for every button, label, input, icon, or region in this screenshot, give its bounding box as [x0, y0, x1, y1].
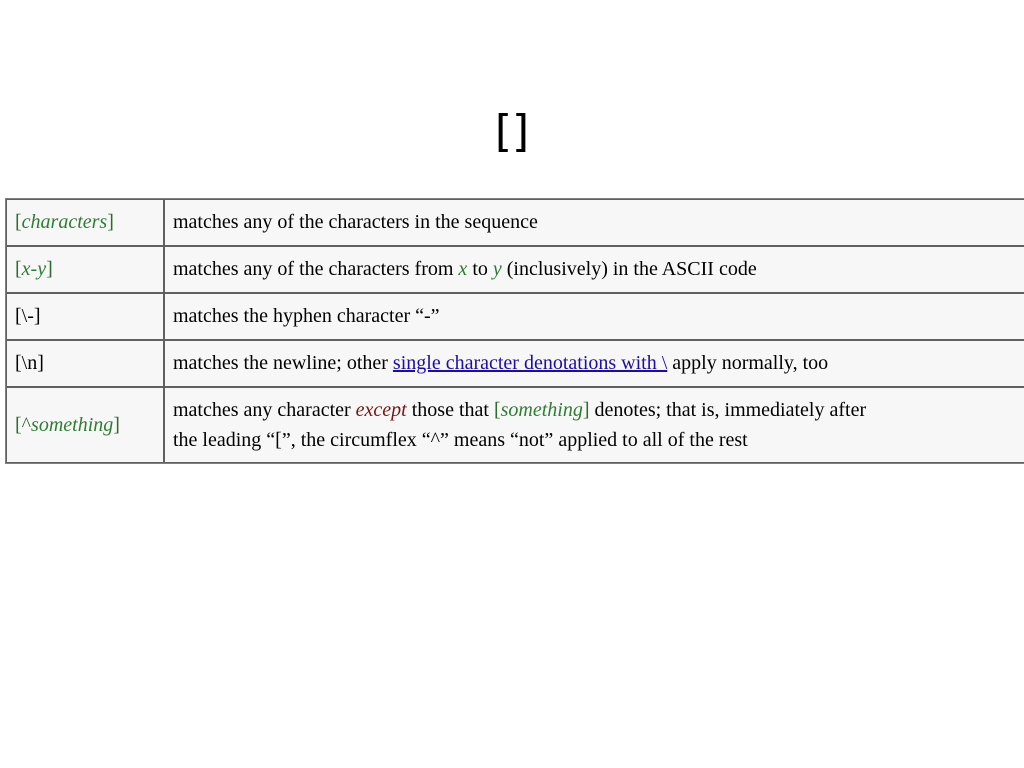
- table-row: [6, 246, 1024, 293]
- table-row: [6, 293, 1024, 340]
- regex-table-container: [5, 198, 1024, 474]
- pattern-text: [\-]: [15, 305, 41, 327]
- variable-x: x: [458, 258, 468, 280]
- description-text: matches the newline; other: [173, 352, 393, 374]
- description-text: those that: [406, 399, 494, 421]
- description-cell: [164, 199, 1024, 246]
- description-cell: [164, 387, 1024, 463]
- description-text: matches any of the characters from: [173, 258, 459, 280]
- inline-open-bracket: [: [493, 399, 501, 421]
- pattern-cell: [6, 246, 164, 293]
- description-text: apply normally, too: [667, 352, 829, 374]
- description-text: matches the hyphen character “-”: [173, 305, 440, 327]
- pattern-open-bracket: [: [15, 211, 22, 233]
- description-line-2: the leading “[”, the circumflex “^” means “not” applied to all of the rest: [173, 429, 748, 451]
- pattern-cell: [6, 387, 164, 463]
- single-character-denotations-link[interactable]: single character denotations with \: [392, 352, 668, 374]
- pattern-open-bracket: [^: [15, 413, 32, 436]
- regex-bracket-table: [5, 198, 1024, 464]
- emphasis-except: except: [355, 399, 407, 421]
- description-text: (inclusively) in the ASCII code: [501, 258, 757, 280]
- description-text: matches any character: [173, 399, 356, 421]
- description-text: matches any of the characters in the sequence: [173, 211, 538, 233]
- pattern-close-bracket: ]: [113, 413, 120, 436]
- variable-y: y: [492, 258, 502, 280]
- table-row: [6, 387, 1024, 463]
- description-text: to: [467, 258, 493, 280]
- description-cell: [164, 246, 1024, 293]
- table-row: [6, 340, 1024, 387]
- table-row: [6, 199, 1024, 246]
- pattern-open-bracket: [: [15, 258, 22, 280]
- page-title: []: [494, 106, 530, 157]
- pattern-variable: characters: [21, 211, 108, 233]
- pattern-cell: [6, 199, 164, 246]
- pattern-text: [\n]: [15, 352, 44, 374]
- description-text: denotes; that is, immediately after: [589, 399, 867, 421]
- pattern-close-bracket: ]: [46, 258, 53, 280]
- description-cell: [164, 293, 1024, 340]
- description-line-1: [173, 395, 1024, 425]
- pattern-cell: [6, 340, 164, 387]
- description-cell: [164, 340, 1024, 387]
- pattern-variable: something: [31, 413, 114, 436]
- inline-close-bracket: ]: [582, 399, 590, 421]
- pattern-variable: x-y: [21, 258, 47, 280]
- pattern-close-bracket: ]: [107, 211, 114, 233]
- inline-variable: something: [500, 399, 583, 421]
- pattern-cell: [6, 293, 164, 340]
